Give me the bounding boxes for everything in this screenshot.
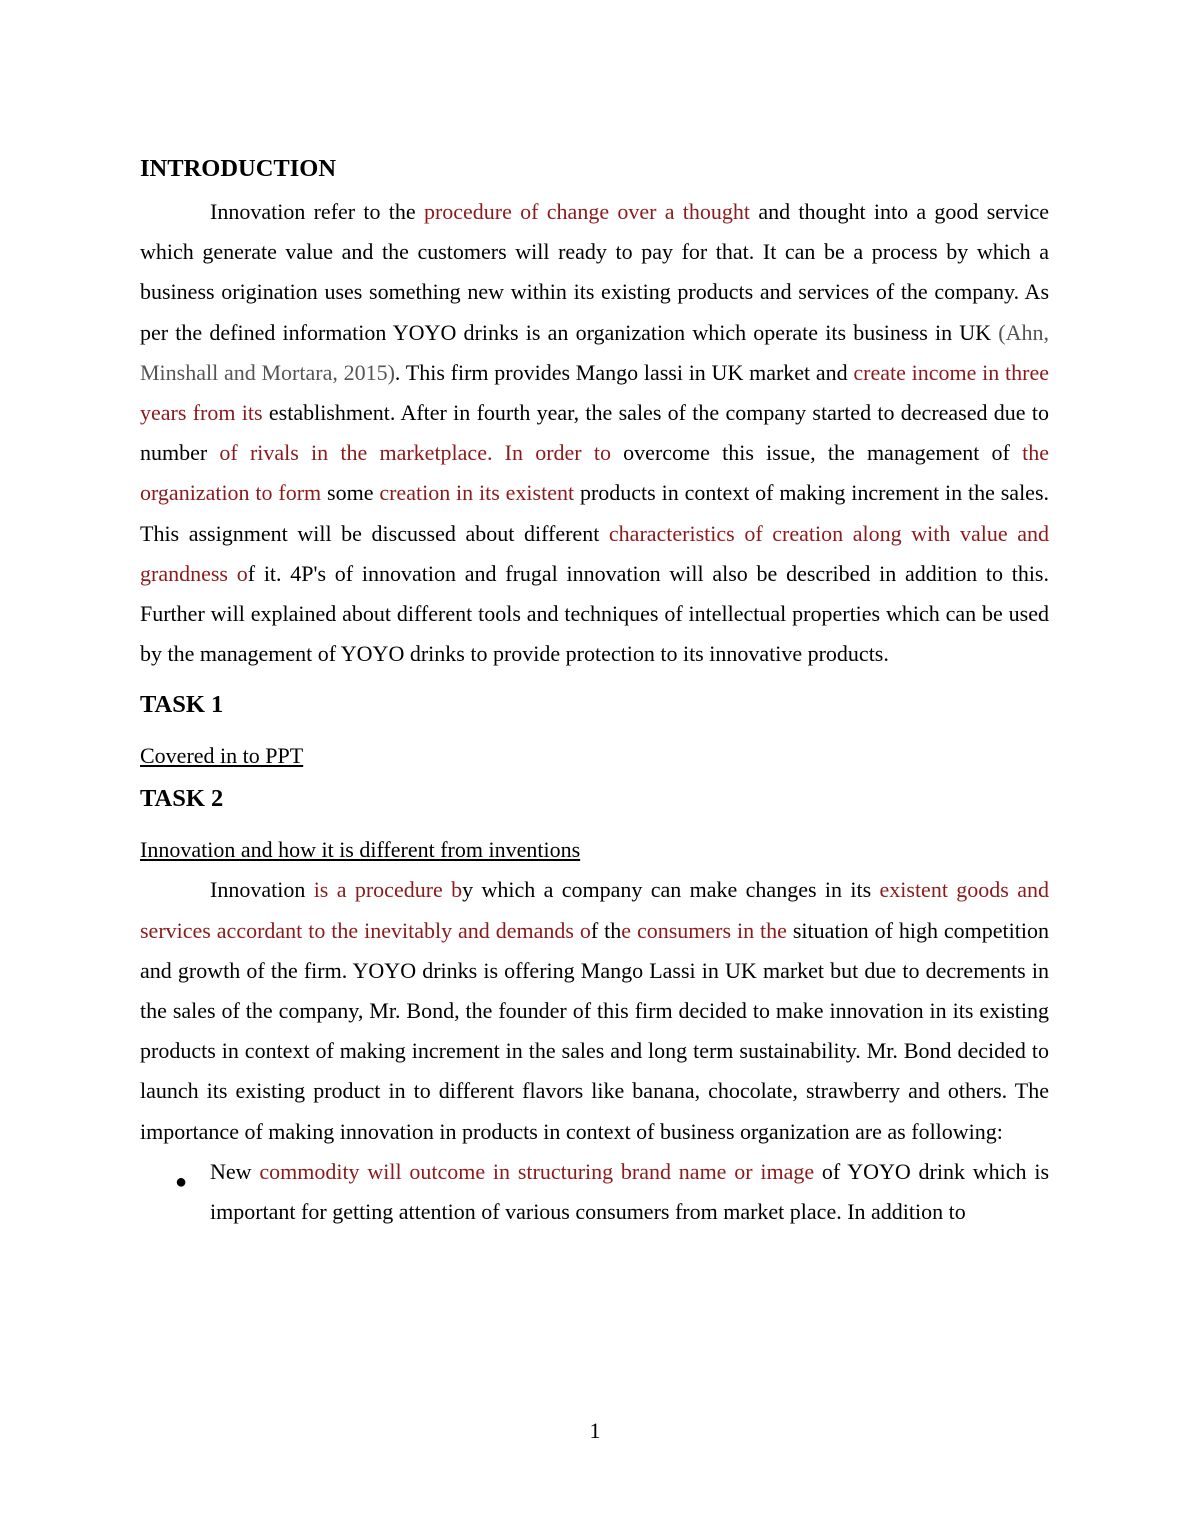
page-content (140, 150, 1049, 1232)
text-segment: products in context of making increment in the sales. This assignment will be discussed about different (140, 480, 1050, 546)
intro-paragraph (140, 192, 1049, 674)
highlighted-text: procedure of change over a thought (423, 199, 751, 224)
task2-paragraph (140, 870, 1049, 1151)
highlighted-text: the organization to form (140, 440, 1049, 506)
highlighted-text: existent goods and services accordant to the inevitably and demands o (140, 877, 1049, 943)
text-segment: of YOYO drink which is important for getting attention of various consumers from market place. In addition to (210, 1158, 1050, 1225)
text-segment: f it. 4P's of innovation and frugal innovation will also be described in addition to this. Further will explained about different tools and techniques of intellectual properties which can be used by the management of YOYO drinks to provide protection to its innovative products. (140, 560, 1049, 667)
text-segment: establishment. After in fourth year, the sales of the company started to decreased due to number (140, 400, 1049, 466)
task1-subheading: Covered in to PPT (140, 743, 304, 769)
text-segment: . This firm provides Mango lassi in UK market and (394, 359, 854, 385)
list-item (140, 1152, 1049, 1232)
text-segment: Innovation (210, 877, 314, 903)
bullet-text (210, 1159, 1049, 1224)
text-segment: situation of high competition and growth of the firm. YOYO drinks is offering Mango Lassi in UK market but due to decrements in the sales of the company, Mr. Bond, the founder of this firm decided to make innovation in its existing products in context of making increment in the sales and long term sustainability. Mr. Bond decided to launch its existing product in to different flavors like banana, chocolate, strawberry and others. The importance of making innovation in products in context of business organization are as following: (140, 917, 1049, 1144)
text-segment: y which a company can make changes in its (462, 877, 880, 903)
bullet-icon: ● (175, 1170, 188, 1193)
highlighted-text: commodity will outcome in structuring brand name or image (259, 1158, 815, 1184)
text-segment: some (321, 480, 380, 506)
highlighted-text: e consumers in the (621, 917, 787, 943)
highlighted-text: characteristics of creation along with value and grandness o (140, 520, 1049, 586)
task2-subheading: Innovation and how it is different from inventions (140, 837, 581, 863)
highlighted-text: create income in three years from its (140, 359, 1049, 426)
text-segment: overcome this issue, the management of (610, 440, 1023, 466)
highlighted-text: creation in its existent (379, 480, 575, 506)
text-segment: New (210, 1158, 260, 1184)
text-segment: and thought into a good service which generate value and the customers will ready to pay for that. It can be a process by which a business origination uses something new within its existing products and services of the company. As per the defined information YOYO drinks is an organization which operate its business in UK (140, 199, 1050, 345)
task2-bullet-list (140, 1152, 1049, 1232)
task2-heading: TASK 2 (140, 785, 224, 813)
highlighted-text: of rivals in the marketplace. In order to (219, 440, 611, 466)
text-segment: f th (590, 917, 622, 943)
text-segment: Innovation refer to the (210, 199, 424, 224)
intro-heading: INTRODUCTION (140, 155, 337, 182)
task1-heading: TASK 1 (140, 691, 224, 719)
page-number: 1 (589, 1418, 601, 1443)
highlighted-text: is a procedure b (313, 877, 463, 903)
citation-text: (Ahn, Minshall and Mortara, 2015) (140, 319, 1049, 385)
